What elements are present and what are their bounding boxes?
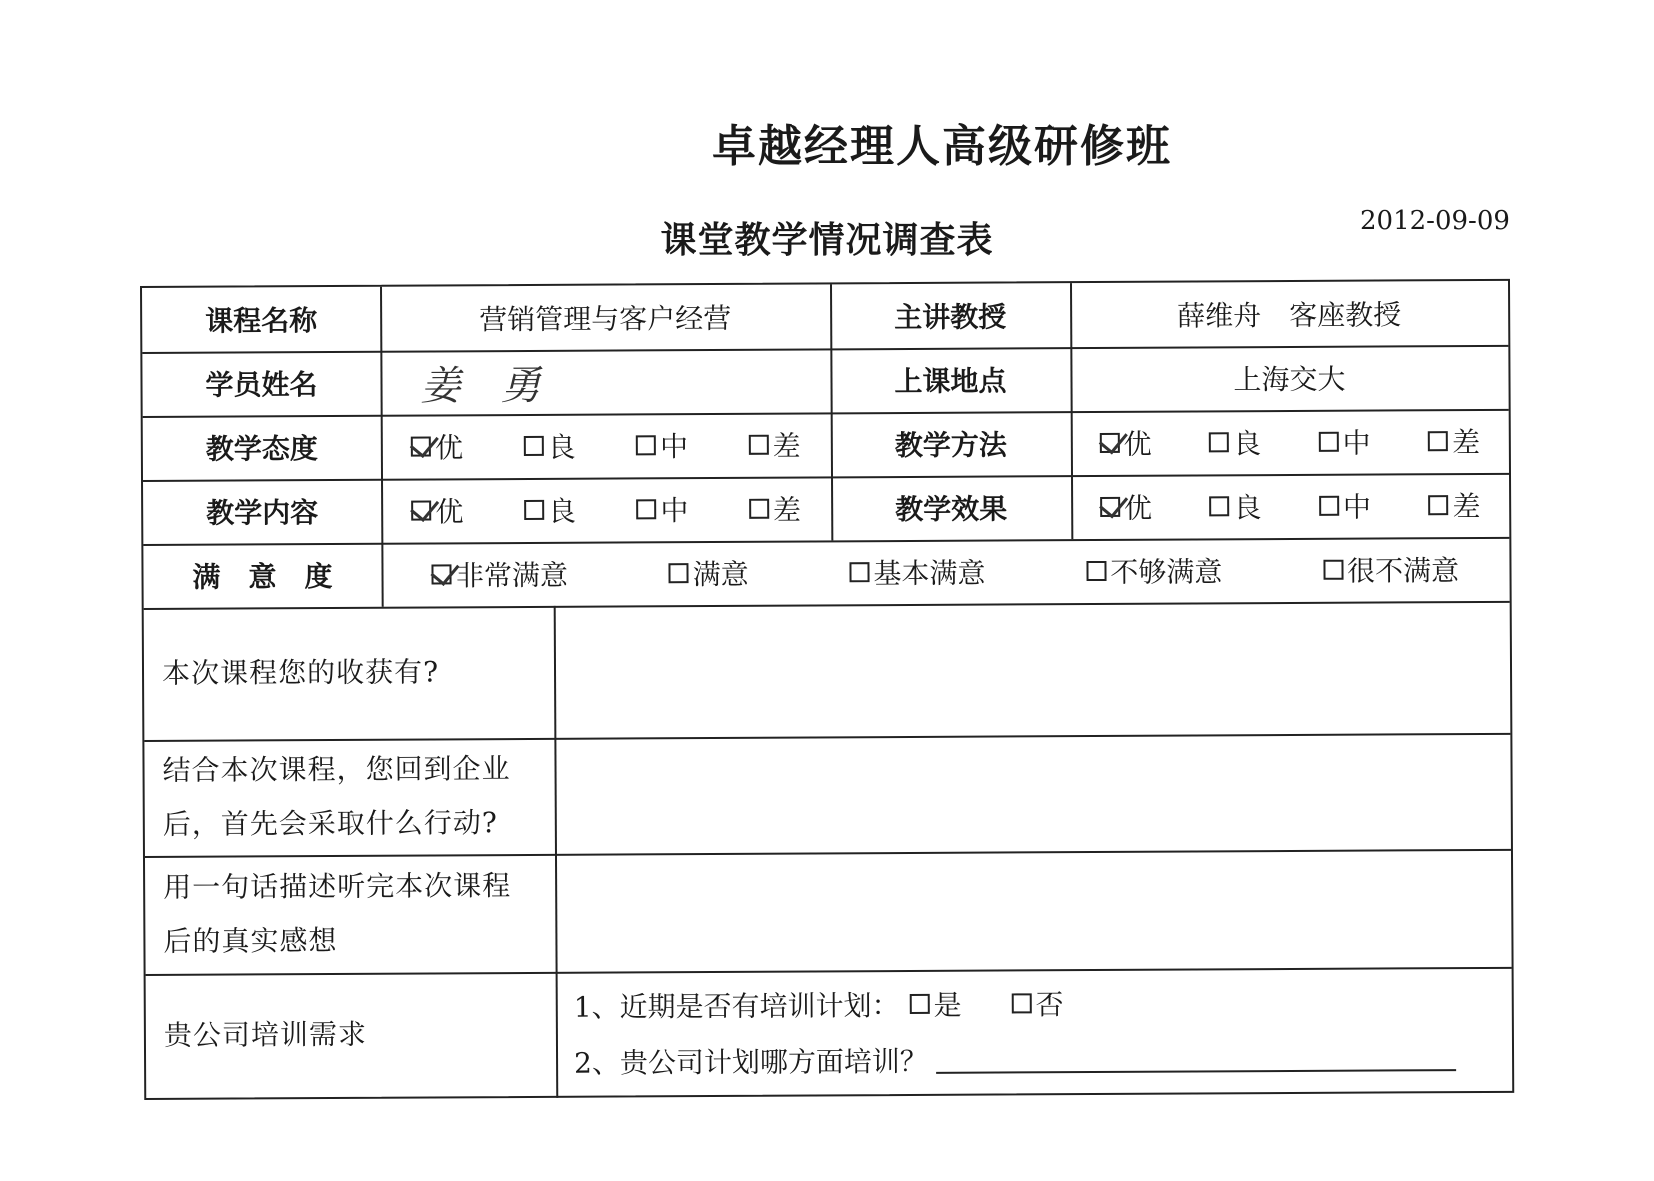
attitude-option-good[interactable]: 良 xyxy=(523,426,575,466)
checkbox-icon[interactable] xyxy=(524,500,544,520)
checkbox-icon[interactable] xyxy=(524,436,544,456)
training-area-question: 2、贵公司计划哪方面培训？ xyxy=(556,1029,1456,1090)
satisfaction-option-basically-satisfied[interactable]: 基本满意 xyxy=(849,552,985,593)
checkbox-checked-icon[interactable] xyxy=(411,436,431,456)
checkbox-icon[interactable] xyxy=(636,435,656,455)
checkbox-checked-icon[interactable] xyxy=(411,500,431,520)
attitude-option-poor[interactable]: 差 xyxy=(748,425,800,465)
course-name-value: 营销管理与客户经营 xyxy=(479,301,732,337)
content-option-excellent[interactable]: 优 xyxy=(411,490,463,530)
checkbox-icon[interactable] xyxy=(1209,496,1229,516)
satisfaction-options xyxy=(381,537,1509,607)
location-value: 上海交大 xyxy=(1233,362,1346,397)
page-title: 卓越经理人高级研修班 xyxy=(712,121,1172,172)
checkbox-icon[interactable] xyxy=(1012,993,1032,1013)
location-label: 上课地点 xyxy=(894,364,1007,399)
teaching-effect-label: 教学效果 xyxy=(895,492,1008,527)
teaching-effect-options xyxy=(1071,473,1509,539)
checkbox-icon[interactable] xyxy=(1323,560,1343,580)
teaching-content-label: 教学内容 xyxy=(206,496,319,530)
checkbox-icon[interactable] xyxy=(749,499,769,519)
method-option-good[interactable]: 良 xyxy=(1209,422,1261,462)
checkbox-icon[interactable] xyxy=(1319,496,1339,516)
form-title: 课堂教学情况调查表 xyxy=(660,220,994,261)
satisfaction-label: 满 意 度 xyxy=(192,559,333,594)
course-name-label: 课程名称 xyxy=(205,304,318,338)
survey-table xyxy=(140,279,1514,1100)
checkbox-icon[interactable] xyxy=(1209,432,1229,452)
teaching-method-label: 教学方法 xyxy=(894,428,1007,463)
checkbox-icon[interactable] xyxy=(849,562,869,582)
satisfaction-option-not-satisfied[interactable]: 不够满意 xyxy=(1086,550,1222,591)
answer-gain-field[interactable] xyxy=(554,601,1511,738)
checkbox-icon[interactable] xyxy=(1319,432,1339,452)
teaching-content-options xyxy=(381,476,831,542)
checkbox-icon[interactable] xyxy=(910,994,930,1014)
effect-option-excellent[interactable]: 优 xyxy=(1100,487,1152,527)
checkbox-checked-icon[interactable] xyxy=(1100,497,1120,517)
student-name-value[interactable]: 姜 勇 xyxy=(420,362,541,410)
training-plan-no[interactable]: 否 xyxy=(1012,983,1064,1023)
form-date: 2012-09-09 xyxy=(1360,206,1510,236)
effect-option-poor[interactable]: 差 xyxy=(1428,485,1480,525)
checkbox-checked-icon[interactable] xyxy=(432,564,452,584)
content-option-good[interactable]: 良 xyxy=(524,490,576,530)
method-option-excellent[interactable]: 优 xyxy=(1099,423,1151,463)
student-name-label: 学员姓名 xyxy=(205,368,318,402)
method-option-poor[interactable]: 差 xyxy=(1428,421,1480,461)
method-option-average[interactable]: 中 xyxy=(1318,422,1370,462)
checkbox-icon[interactable] xyxy=(636,499,656,519)
question-action-label: 结合本次课程，您回到企业 后，首先会采取什么行动? xyxy=(162,752,511,841)
checkbox-icon[interactable] xyxy=(1428,495,1448,515)
question-feeling-label: 用一句话描述听完本次课程 后的真实感想 xyxy=(163,869,512,958)
satisfaction-option-satisfied[interactable]: 满意 xyxy=(669,553,749,593)
teacher-label: 主讲教授 xyxy=(894,300,1007,335)
attitude-option-average[interactable]: 中 xyxy=(636,425,688,465)
training-plan-yes[interactable]: 是 xyxy=(909,984,961,1024)
satisfaction-option-very-unsatisfied[interactable]: 很不满意 xyxy=(1323,549,1459,590)
teaching-attitude-options xyxy=(381,412,831,478)
checkbox-icon[interactable] xyxy=(1428,431,1448,451)
teaching-method-options xyxy=(1071,409,1509,475)
attitude-option-excellent[interactable]: 优 xyxy=(411,426,463,466)
checkbox-icon[interactable] xyxy=(749,435,769,455)
checkbox-icon[interactable] xyxy=(669,563,689,583)
effect-option-average[interactable]: 中 xyxy=(1319,486,1371,526)
checkbox-checked-icon[interactable] xyxy=(1100,433,1120,453)
content-option-poor[interactable]: 差 xyxy=(749,489,801,529)
satisfaction-option-very-satisfied[interactable]: 非常满意 xyxy=(432,554,568,595)
answer-action-field[interactable] xyxy=(554,733,1511,854)
question-training-label: 贵公司培训需求 xyxy=(163,1017,368,1052)
answer-feeling-field[interactable] xyxy=(555,849,1512,972)
training-area-input[interactable] xyxy=(936,1043,1456,1074)
teaching-attitude-label: 教学态度 xyxy=(205,432,318,466)
checkbox-icon[interactable] xyxy=(1086,561,1106,581)
training-plan-question: 1、近期是否有培训计划： 是 否 xyxy=(556,975,1064,1034)
effect-option-good[interactable]: 良 xyxy=(1209,486,1261,526)
training-needs-answers xyxy=(556,967,1513,1096)
question-gain-label: 本次课程您的收获有? xyxy=(161,655,440,690)
teacher-value: 薛维舟 客座教授 xyxy=(1177,298,1402,333)
content-option-average[interactable]: 中 xyxy=(636,489,688,529)
